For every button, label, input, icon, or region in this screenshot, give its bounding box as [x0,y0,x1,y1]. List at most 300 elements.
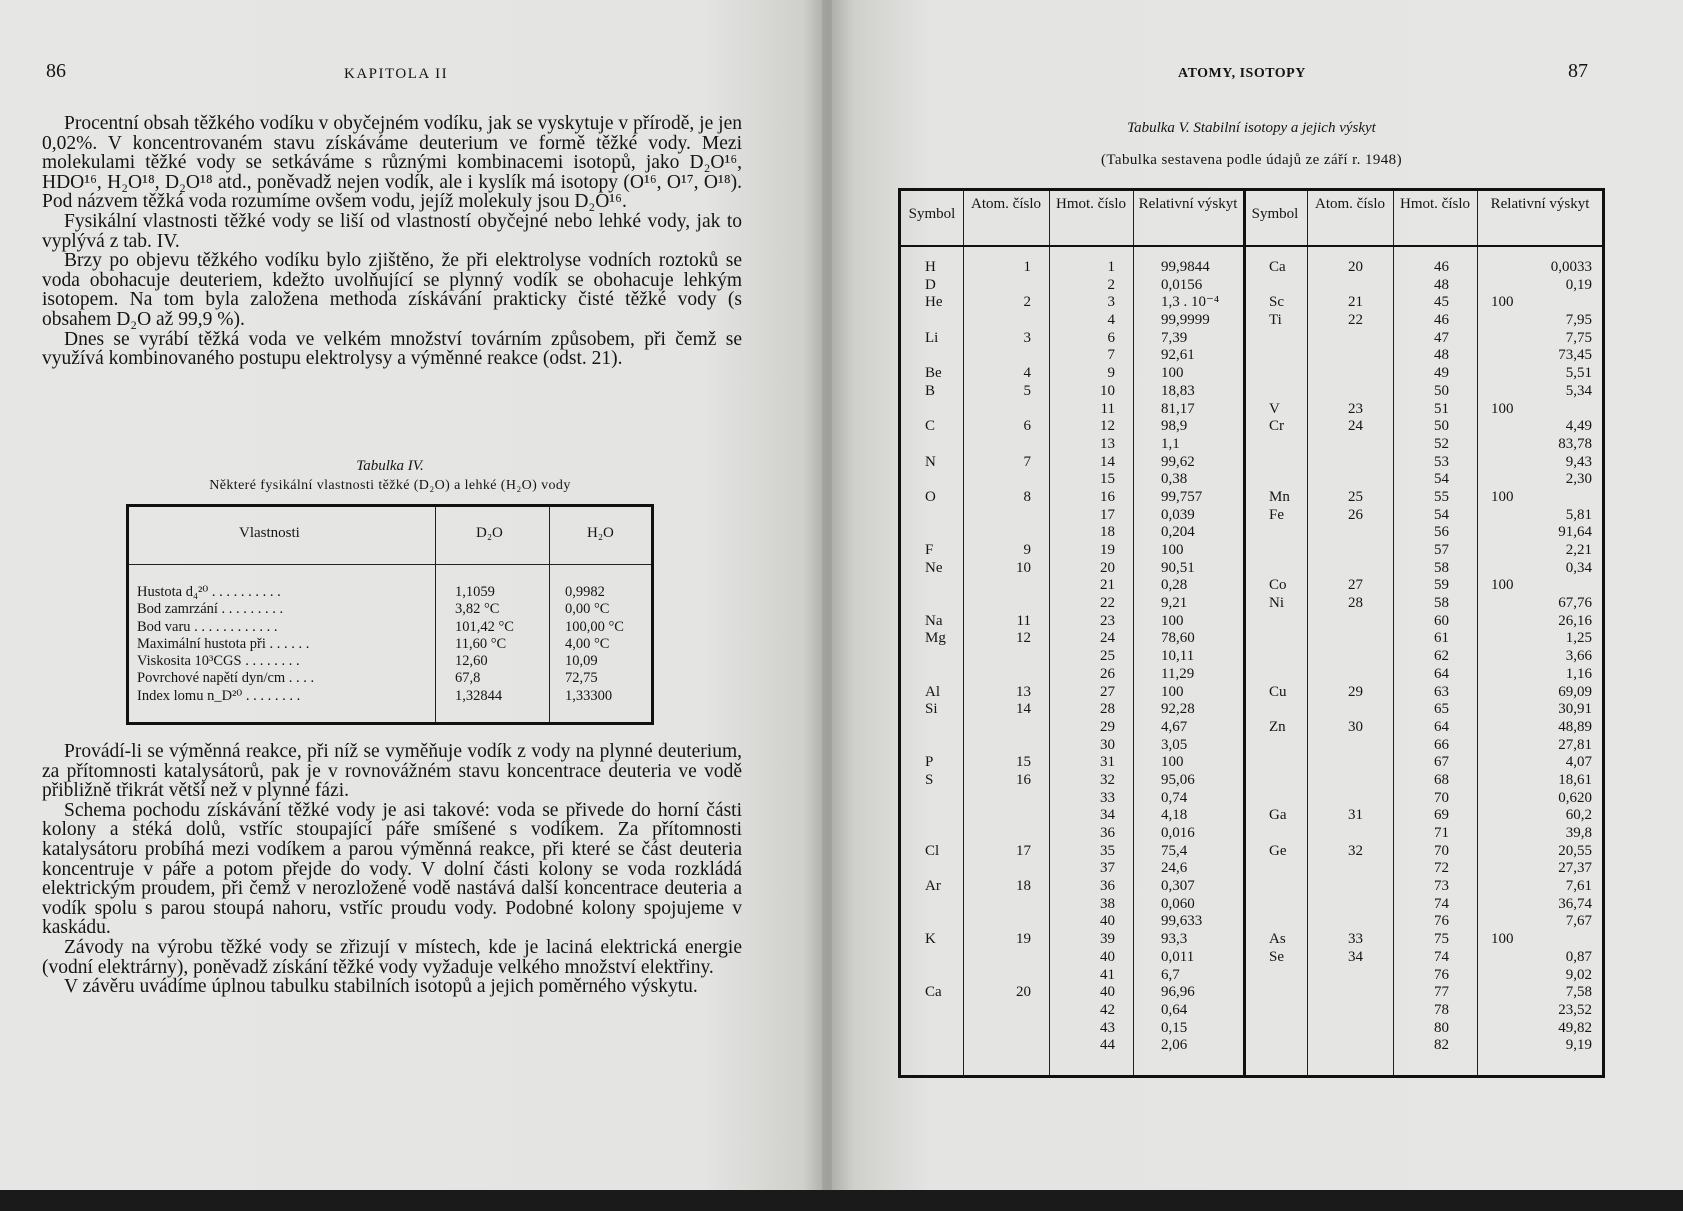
table-cell: 0,204 [1161,524,1195,541]
table-cell: 0,011 [1161,948,1195,965]
table-cell: Al [925,683,940,700]
table-cell: 62 [1434,648,1449,665]
table-cell: 48 [1434,347,1449,364]
table-row [901,843,1602,861]
table-cell: 20 [1348,259,1363,275]
table-cell: 58 [1434,595,1449,612]
table-cell: 70 [1434,842,1449,859]
table-cell: 38 [1100,895,1115,912]
table-cell: 30,91 [1558,701,1592,718]
table-cell: 100 [1491,400,1514,417]
table-row [901,967,1602,985]
table-cell: 92,61 [1161,347,1195,364]
table-header: Hmot. číslo [1056,196,1126,212]
table-row [901,860,1602,878]
running-head: ATOMY, ISOTOPY [1178,66,1306,81]
table-cell: 9,02 [1565,966,1592,983]
table-cell: 36 [1100,878,1115,895]
table-cell: 82 [1434,1037,1449,1054]
table-cell: 21 [1100,577,1115,594]
left-page [0,0,828,1190]
table-cell: 3 [1107,294,1115,311]
paragraph: V závěru uvádíme úplnou tabulku stabilních isotopů a jejich poměrného výskytu. [64,976,698,998]
table-cell: 50 [1434,382,1449,399]
table-cell: 46 [1434,259,1449,275]
table-header: Atom. číslo [1315,196,1385,212]
table-header: Hmot. číslo [1400,196,1470,212]
table-cell: 0,00 °C [565,601,610,618]
table-cell: 44 [1100,1037,1115,1054]
table-cell: 18,61 [1558,771,1592,788]
table-row [901,931,1602,949]
table-cell: 18 [1100,524,1115,541]
table-cell: 45 [1434,294,1449,311]
table-cell: 63 [1434,683,1449,700]
table-row [901,312,1602,330]
table-cell: 67,76 [1558,595,1592,612]
table-cell: Ca [925,984,942,1001]
table-cell: 5,81 [1565,506,1592,523]
table-cell: 19 [1100,542,1115,558]
table-cell: 69,09 [1558,683,1592,700]
table-row [901,595,1602,613]
table-cell: Be [925,365,942,382]
table-cell: 4,18 [1161,807,1188,824]
table-row [137,601,651,618]
table-row [901,790,1602,808]
table-cell: 99,9999 [1161,312,1210,329]
table-cell: 23 [1100,612,1115,629]
table-cell: 13 [1016,683,1031,700]
table-cell: 53 [1434,453,1449,470]
table-cell: 96,96 [1161,984,1195,1001]
table-cell: 99,62 [1161,453,1195,470]
table-cell: 52 [1434,435,1449,452]
table-cell: 100 [1491,488,1514,505]
table-cell: 12 [1016,630,1031,647]
table-cell: 100 [1491,294,1514,311]
table-cell: 32 [1348,842,1363,859]
table-row [901,754,1602,772]
table-cell: K [925,931,936,948]
table-cell: 18 [1016,878,1031,895]
table-cell: 30 [1348,718,1363,735]
table-cell: 5 [1023,382,1031,399]
table-cell: 1,33300 [565,687,613,704]
table-row [901,825,1602,843]
table-cell: 54 [1434,471,1449,488]
table-cell: 26 [1100,665,1115,682]
table-cell: 40 [1100,913,1115,930]
table-cell: 33 [1100,789,1115,806]
table-cell: 36 [1100,825,1115,841]
table-cell: 100,00 °C [565,618,624,635]
table-cell: 74 [1434,895,1449,912]
body-text-bottom [42,742,742,997]
table-cell: 1,3 . 10⁻⁴ [1161,294,1220,311]
table-row [901,701,1602,719]
table-cell: 9 [1107,365,1115,382]
table-cell: 36,74 [1558,895,1592,912]
table-cell: 29 [1100,718,1115,735]
table-cell: 4,67 [1161,718,1188,735]
table-cell: 7,39 [1161,329,1188,346]
table-cell: Bod varu . . . . . . . . . . . . [137,618,278,635]
table-cell: 55 [1434,488,1449,505]
table-cell: 31 [1348,807,1363,824]
table-cell: 13 [1100,435,1115,452]
table-cell: 67,8 [455,670,481,687]
table-cell: 27 [1100,683,1115,700]
table-cell: 64 [1434,665,1449,682]
table-cell: Cl [925,842,940,859]
table-cell: 100 [1161,542,1184,558]
table-cell: 40 [1100,948,1115,965]
table-row [901,294,1602,312]
table-row [901,330,1602,348]
table-cell: 19 [1016,931,1031,948]
table-cell: 69 [1434,807,1449,824]
table-cell: 0,19 [1565,276,1592,293]
table-row [901,454,1602,472]
table-cell: Hustota d₄²⁰ . . . . . . . . . . [137,584,281,600]
table-cell: 14 [1016,701,1031,718]
table-row [901,560,1602,578]
table-cell: 2 [1023,294,1031,311]
table-cell: Ga [1269,807,1287,824]
table-cell: 24 [1348,418,1363,435]
table-row [901,259,1602,277]
table-cell: 32 [1100,771,1115,788]
table-cell: 24 [1100,630,1115,647]
table-cell: 71 [1434,825,1449,841]
table-cell: 7,58 [1565,984,1592,1001]
table-cell: 76 [1434,913,1449,930]
table-cell: C [925,418,936,435]
table-cell: 0,38 [1161,471,1188,488]
table-row [901,984,1602,1002]
table-cell: 83,78 [1558,435,1592,452]
table-cell: 7,75 [1565,329,1592,346]
table-cell: 33 [1348,931,1363,948]
table-cell: 2,30 [1565,471,1592,488]
table-cell: 0,0156 [1161,276,1203,293]
table-cell: 11 [1100,400,1115,417]
table-cell: Ni [1269,595,1284,612]
table-cell: 101,42 °C [455,618,514,635]
table-cell: 11,60 °C [455,635,507,652]
table-cell: 0,34 [1565,559,1592,576]
table-row [137,584,651,601]
table-cell: O [925,488,936,505]
table-header: Relativní výskyt [1490,196,1590,212]
table-row [901,666,1602,684]
table-cell: 81,17 [1161,400,1195,417]
table-cell: 26 [1348,506,1363,523]
table-row [901,1037,1602,1055]
table-cell: 100 [1491,931,1514,948]
table-header: Symbol [1251,206,1299,222]
table-cell: 41 [1100,966,1115,983]
table-cell: S [925,771,934,788]
table-cell: 91,64 [1558,524,1592,541]
gutter [822,0,832,1190]
table-cell: 22 [1348,312,1363,329]
table-cell: Na [925,612,943,629]
table-cell: 72,75 [565,670,598,687]
table-cell: 0,15 [1161,1019,1188,1036]
table-row [901,807,1602,825]
table-header: H₂O [587,525,614,541]
table-cell: 49,82 [1558,1019,1592,1036]
table-cell: Bod zamrzání . . . . . . . . . [137,601,284,618]
table-cell: Fe [1269,506,1284,523]
table-4-title: Tabulka IV. [356,458,424,474]
table-cell: 1,25 [1565,630,1592,647]
table-cell: 68 [1434,771,1449,788]
paragraph: Provádí-li se výměnná reakce, při níž se vyměňuje vodík z vody na plynné deuterium, za přítomnosti katalysátorů, pak je v rovnovážném stavu koncentrace deuteria ve vodě přibližně třikrát větší než v plynné fázi. [42,741,742,802]
table-cell: 27,81 [1558,736,1592,753]
paragraph: Dnes se vyrábí těžká voda ve velkém množství továrním způsobem, při čemž se využívá kombinovaného postupu elektrolysy a výměnné reakce (odst. 21). [42,328,742,370]
table-cell: Povrchové napětí dyn/cm . . . . [137,670,315,687]
table-row [901,737,1602,755]
table-cell: 0,307 [1161,878,1195,895]
table-cell: 22 [1100,595,1115,612]
table-5-title: Tabulka V. Stabilní isotopy a jejich výskyt [1127,120,1376,136]
table-cell: 0,016 [1161,825,1195,841]
table-cell: 1,32844 [455,687,503,704]
table-row [137,688,651,705]
table-header: Relativní výskyt [1138,196,1238,212]
table-row [901,542,1602,560]
table-cell: 1,1059 [455,584,495,600]
table-cell: 10 [1100,382,1115,399]
table-header: D₂O [476,525,503,541]
table-cell: 100 [1161,612,1184,629]
table-cell: 17 [1100,506,1115,523]
table-cell: N [925,453,936,470]
table-cell: 0,0033 [1550,259,1592,275]
table-cell: 43 [1100,1019,1115,1036]
table-row [901,347,1602,365]
table-cell: 4,00 °C [565,635,610,652]
table-cell: 1 [1107,259,1115,275]
table-row [901,1020,1602,1038]
table-cell: Ca [1269,259,1286,275]
table-5 [898,188,1605,1078]
table-cell: 64 [1434,718,1449,735]
table-row [901,277,1602,295]
table-cell: F [925,542,934,558]
table-row [901,383,1602,401]
table-row [901,436,1602,454]
table-cell: 20,55 [1558,842,1592,859]
table-cell: 0,620 [1558,789,1592,806]
table-row [901,401,1602,419]
table-row [901,630,1602,648]
table-cell: Maximální hustota při . . . . . . [137,635,310,652]
table-cell: 0,060 [1161,895,1195,912]
paragraph: Fysikální vlastnosti těžké vody se liší od vlastností obyčejné nebo lehké vody, jak to vyplývá z tab. IV. [42,210,742,252]
table-header: Vlastnosti [239,525,300,541]
table-4-body [137,584,651,705]
table-cell: 11 [1016,612,1031,629]
table-cell: Mn [1269,488,1290,505]
table-cell: 16 [1100,488,1115,505]
table-cell: 60 [1434,612,1449,629]
table-cell: Ne [925,559,943,576]
table-row [901,418,1602,436]
table-cell: 39,8 [1565,825,1592,841]
table-cell: 7,67 [1565,913,1592,930]
table-cell: 28 [1100,701,1115,718]
body-text-top [42,114,742,369]
table-cell: 30 [1100,736,1115,753]
table-cell: 56 [1434,524,1449,541]
table-cell: 4,07 [1565,754,1592,771]
table-cell: 8 [1023,488,1031,505]
table-cell: 16 [1016,771,1031,788]
table-cell: 0,87 [1565,948,1592,965]
table-cell: 4,49 [1565,418,1592,435]
table-cell: 3,82 °C [455,601,500,618]
table-cell: He [925,294,943,311]
table-row [137,653,651,670]
table-cell: 7,95 [1565,312,1592,329]
table-cell: 3,05 [1161,736,1188,753]
table-cell: 27,37 [1558,860,1592,877]
table-cell: As [1269,931,1286,948]
table-cell: 2,21 [1565,542,1592,558]
table-row [901,577,1602,595]
table-row [901,772,1602,790]
paragraph: Brzy po objevu těžkého vodíku bylo zjištěno, že při elektrolyse vodních roztoků se voda obohacuje deuteriem, kdežto uvolňující se plynný vodík se obohacuje lehkým isotopem. Na tom byla založena methoda získávání prakticky čisté těžké vody (s obsahem D₂O až 99,9 %). [42,250,742,330]
table-cell: 1 [1023,259,1031,275]
paragraph: Závody na výrobu těžké vody se zřizují v místech, kde je laciná elektrická energie (vodní elektrárny), poněvadž získání těžké vody vyžaduje velkého množství elektřiny. [42,936,742,978]
table-cell: 5,51 [1565,365,1592,382]
table-cell: 10 [1016,559,1031,576]
table-cell: P [925,754,934,771]
table-cell: 3 [1023,329,1031,346]
table-cell: 28 [1348,595,1363,612]
table-cell: 0,9982 [565,584,605,600]
table-cell: 7 [1107,347,1115,364]
table-row [901,648,1602,666]
table-cell: 75,4 [1161,842,1188,859]
table-cell: 20 [1100,559,1115,576]
table-row [901,613,1602,631]
table-cell: 39 [1100,931,1115,948]
table-cell: 54 [1434,506,1449,523]
table-cell: 100 [1161,754,1184,771]
table-row [901,471,1602,489]
table-cell: B [925,382,936,399]
table-cell: 40 [1100,984,1115,1001]
table-cell: 59 [1434,577,1449,594]
table-cell: 23 [1348,400,1363,417]
table-cell: 34 [1348,948,1363,965]
table-cell: V [1269,400,1280,417]
table-cell: 100 [1161,683,1184,700]
table-cell: 31 [1100,754,1115,771]
table-cell: 4 [1107,312,1115,329]
table-row [137,670,651,687]
table-row [901,1002,1602,1020]
table-cell: 49 [1434,365,1449,382]
table-header: Atom. číslo [971,196,1041,212]
table-cell: 12 [1100,418,1115,435]
table-cell: 10,11 [1161,648,1195,665]
table-cell: 58 [1434,559,1449,576]
table-cell: 6 [1107,329,1115,346]
paragraph: Procentní obsah těžkého vodíku v obyčejném vodíku, jak se vyskytuje v přírodě, je jen 0,02%. V koncentrovaném stavu získáváme deuterium ve formě těžké vody. Mezi molekulami těžké vody se setkáváme s různými kombinacemi isotopů, jako D₂O¹⁶, HDO¹⁶, H₂O¹⁸, D₂O¹⁸ atd., poněvadž nejen vodík, ale i kyslík má isotopy (O¹⁶, O¹⁷, O¹⁸). Pod názvem těžká voda rozumíme ovšem vodu, jejíž molekuly jsou D₂O¹⁶. [42,113,742,213]
table-cell: 7,61 [1565,878,1592,895]
table-cell: 14 [1100,453,1115,470]
table-cell: 99,757 [1161,488,1203,505]
table-cell: Li [925,329,939,346]
table-cell: 57 [1434,542,1449,558]
table-cell: 24,6 [1161,860,1188,877]
table-cell: 15 [1100,471,1115,488]
table-row [901,489,1602,507]
table-cell: 37 [1100,860,1115,877]
table-cell: 99,633 [1161,913,1203,930]
table-cell: Cr [1269,418,1284,435]
table-cell: 0,039 [1161,506,1195,523]
page-number: 87 [1568,60,1588,82]
table-cell: 0,64 [1161,1001,1188,1018]
table-cell: 0,28 [1161,577,1188,594]
table-cell: Se [1269,948,1284,965]
table-cell: 70 [1434,789,1449,806]
table-cell: 50 [1434,418,1449,435]
table-cell: Ge [1269,842,1287,859]
table-cell: 2,06 [1161,1037,1188,1054]
table-cell: 3,66 [1565,648,1592,665]
table-cell: 10,09 [565,653,598,670]
running-head: KAPITOLA II [344,66,449,82]
table-cell: 60,2 [1565,807,1592,824]
table-cell: H [925,259,936,275]
table-row [901,507,1602,525]
table-row [901,719,1602,737]
table-cell: 1,1 [1161,435,1180,452]
table-cell: 77 [1434,984,1449,1001]
table-cell: 2 [1107,276,1115,293]
table-cell: 21 [1348,294,1363,311]
table-cell: 98,9 [1161,418,1188,435]
table-cell: 9,19 [1565,1037,1592,1054]
table-row [901,913,1602,931]
table-row [901,949,1602,967]
table-row [901,878,1602,896]
page-number: 86 [46,60,66,82]
table-cell: 73,45 [1558,347,1592,364]
table-cell: 34 [1100,807,1115,824]
table-cell: 35 [1100,842,1115,859]
table-cell: 51 [1434,400,1449,417]
table-cell: 17 [1016,842,1031,859]
table-cell: 65 [1434,701,1449,718]
table-cell: 95,06 [1161,771,1195,788]
table-cell: Si [925,701,938,718]
table-cell: 9,21 [1161,595,1188,612]
table-cell: 18,83 [1161,382,1195,399]
table-cell: 6,7 [1161,966,1180,983]
table-cell: 7 [1023,453,1031,470]
table-cell: 26,16 [1558,612,1592,629]
table-row [137,619,651,636]
